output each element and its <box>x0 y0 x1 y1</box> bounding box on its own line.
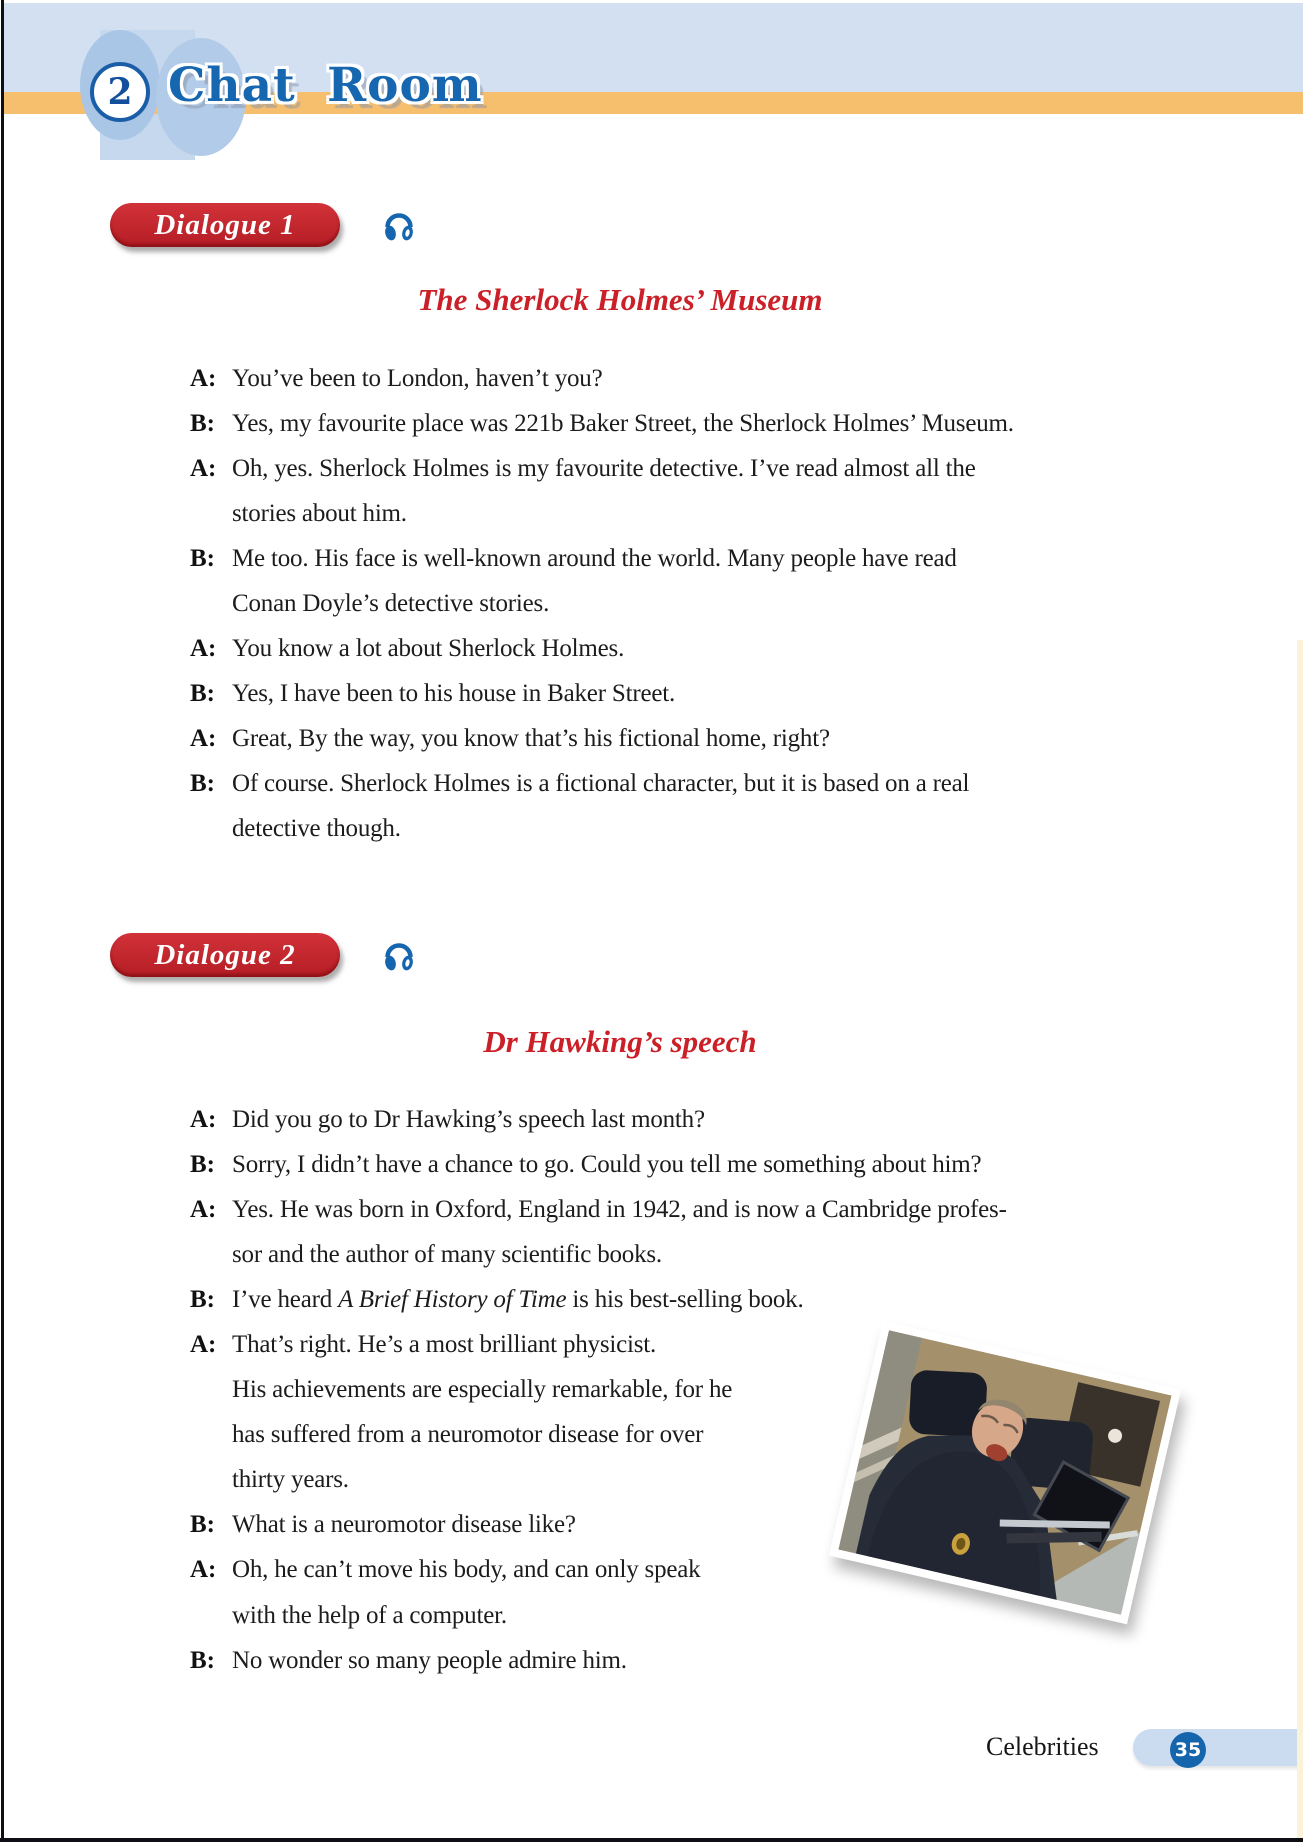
page-left-border <box>1 0 4 1842</box>
dialogue-text: Sorry, I didn’t have a chance to go. Could you tell me something about him? <box>232 1150 982 1178</box>
dialogue-text: with the help of a computer. <box>232 1601 507 1629</box>
dialogue-text: His achievements are especially remarkable, for he <box>232 1376 733 1404</box>
dialogue-line <box>190 1277 1007 1322</box>
dialogue-text: Great, By the way, you know that’s his fictional home, right? <box>232 725 830 753</box>
dialogue-line <box>190 1187 1007 1232</box>
dialogue-text: That’s right. He’s a most brilliant physicist. <box>232 1331 657 1359</box>
dialogue-line <box>190 1142 1007 1187</box>
speaker-label: B: <box>190 680 215 708</box>
dialogue-line <box>190 762 1014 807</box>
dialogue-line <box>190 807 1014 852</box>
dialogue-text: Yes, my favourite place was 221b Baker Street, the Sherlock Holmes’ Museum. <box>232 409 1014 437</box>
dialogue-text: has suffered from a neuromotor disease for over <box>232 1421 704 1449</box>
dialogue-text: Conan Doyle’s detective stories. <box>232 590 550 618</box>
speaker-label: A: <box>190 454 217 482</box>
speaker-label: B: <box>190 770 215 798</box>
speaker-label: B: <box>190 1511 215 1539</box>
right-edge-stripe <box>1297 640 1303 1842</box>
unit-number: 2 <box>107 71 133 113</box>
headphones-icon <box>383 937 415 975</box>
dialogue-1-badge-label: Dialogue 1 <box>154 208 296 241</box>
dialogue-text: Did you go to Dr Hawking’s speech last month? <box>232 1105 705 1133</box>
speaker-label: A: <box>190 1105 217 1133</box>
speaker-label: B: <box>190 544 215 572</box>
page-bottom-border <box>0 1838 1303 1842</box>
dialogue-line <box>190 581 1014 626</box>
page-number: 35 <box>1174 1739 1202 1761</box>
headphones-icon <box>383 207 415 245</box>
dialogue-text: detective though. <box>232 815 401 843</box>
dialogue-text: I’ve heard A Brief History of Time is his best-selling book. <box>232 1285 804 1313</box>
footer-pill <box>1133 1729 1303 1766</box>
dialogue-line <box>190 356 1014 401</box>
speaker-label: A: <box>190 364 217 392</box>
dialogue-text: thirty years. <box>232 1466 349 1494</box>
dialogue-text: No wonder so many people admire him. <box>232 1646 627 1674</box>
dialogue-text: Oh, he can’t move his body, and can only speak <box>232 1556 701 1584</box>
dialogue-line <box>190 1232 1007 1277</box>
dialogue-text: You know a lot about Sherlock Holmes. <box>232 635 625 663</box>
dialogue-text: What is a neuromotor disease like? <box>232 1511 576 1539</box>
footer-section-label: Celebrities <box>986 1732 1099 1761</box>
dialogue-text: Me too. His face is well-known around the world. Many people have read <box>232 544 957 572</box>
dialogue-line <box>190 446 1014 491</box>
dialogue-line <box>190 627 1014 672</box>
speaker-label: A: <box>190 635 217 663</box>
dialogue-line <box>190 1097 1007 1142</box>
dialogue-1-title: The Sherlock Holmes’ Museum <box>417 282 823 317</box>
dialogue-line <box>190 491 1014 536</box>
dialogue-text: Yes, I have been to his house in Baker Street. <box>232 680 676 708</box>
dialogue-line <box>190 1593 1007 1638</box>
speaker-label: A: <box>190 725 217 753</box>
speaker-label: A: <box>190 1195 217 1223</box>
dialogue-text: sor and the author of many scientific books. <box>232 1240 662 1268</box>
unit-number-badge <box>90 62 150 122</box>
dialogue-2-badge <box>110 933 340 977</box>
dialogue-text: stories about him. <box>232 499 407 527</box>
dialogue-line <box>190 672 1014 717</box>
dialogue-line <box>190 401 1014 446</box>
dialogue-text: Yes. He was born in Oxford, England in 1942, and is now a Cambridge profes- <box>232 1195 1007 1223</box>
dialogue-text: Of course. Sherlock Holmes is a fictional character, but it is based on a real <box>232 770 970 798</box>
dialogue-line <box>190 1638 1007 1683</box>
dialogue-1-badge <box>110 203 340 247</box>
speaker-label: A: <box>190 1556 217 1584</box>
page-title: Chat Room <box>168 58 483 113</box>
speaker-label: B: <box>190 409 215 437</box>
dialogue-text: You’ve been to London, haven’t you? <box>232 364 603 392</box>
speaker-label: A: <box>190 1331 217 1359</box>
dialogue-1-lines <box>190 356 1014 852</box>
dialogue-line <box>190 536 1014 581</box>
dialogue-text: Oh, yes. Sherlock Holmes is my favourite detective. I’ve read almost all the <box>232 454 976 482</box>
dialogue-2-badge-label: Dialogue 2 <box>154 938 296 971</box>
dialogue-line <box>190 717 1014 762</box>
speaker-label: B: <box>190 1646 215 1674</box>
speaker-label: B: <box>190 1285 215 1313</box>
dialogue-2-title: Dr Hawking’s speech <box>483 1024 757 1059</box>
page-number-badge <box>1170 1732 1206 1768</box>
speaker-label: B: <box>190 1150 215 1178</box>
